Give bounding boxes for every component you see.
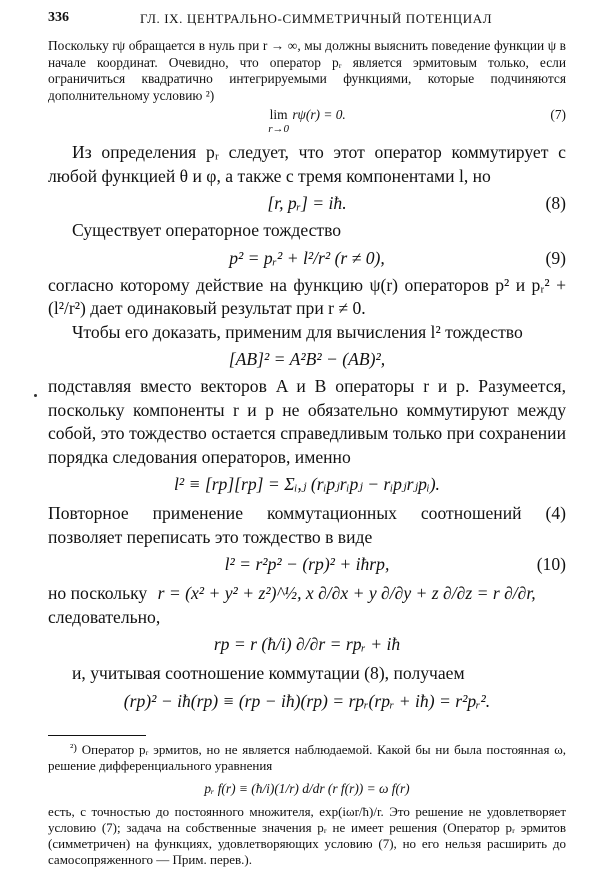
equation-9-number: (9) (545, 247, 566, 268)
equation-rp-body: rp = r (ħ/i) ∂/∂r = rpᵣ + iħ (213, 634, 401, 654)
equation-rp (48, 631, 566, 658)
equation-final-body: (rp)² − iħ(rp) ≡ (rp − iħ)(rp) = rpᵣ(rpᵣ + iħ) = r²pᵣ². (123, 690, 491, 711)
limit-subscript: r→0 (268, 123, 289, 135)
equation-l-squared-body: l² ≡ [rp][rp] = Σᵢ,ⱼ (rᵢpⱼrᵢpⱼ − rᵢpⱼrⱼpᵢ). (174, 474, 440, 494)
paragraph-substitution: подставляя вместо векторов A и B операторы r и p. Разумеется, поскольку компоненты r и p не обязательно коммутируют между собой, это тождество остается справедливым только при сохранении порядка следования операторов, именно (48, 376, 566, 467)
paragraph-identity: Существует операторное тождество (72, 220, 342, 240)
book-page (48, 8, 566, 868)
paragraph-intro: Поскольку rψ обращается в нуль при r → ∞, мы должны выяснить поведение функции ψ в начале координат. Очевидно, что оператор pᵣ является эрмитовым только, если ограничиться квадратично интегрируемыми функциями, которые подчиняются дополнительному условию ²) (48, 38, 566, 103)
page-header (48, 8, 566, 34)
line-r-formula: r = (x² + y² + z²)^½, x ∂/∂x + y ∂/∂y + z ∂/∂z = r ∂/∂r, (157, 583, 536, 603)
footnote-divider (48, 735, 146, 736)
footnote-paragraph-1 (48, 740, 566, 774)
line-r-definition (48, 582, 566, 606)
paragraph-obtain: и, учитывая соотношение коммутации (8), получаем (72, 663, 465, 683)
equation-final (48, 688, 566, 715)
running-title: ГЛ. IX. ЦЕНТРАЛЬНО-СИММЕТРИЧНЫЙ ПОТЕНЦИАЛ (140, 11, 493, 26)
equation-10 (48, 551, 566, 578)
equation-8 (48, 190, 566, 217)
footnote-equation-body: pᵣ f(r) ≡ (ħ/i)(1/r) d/dr (r f(r)) = ω f(r) (204, 780, 410, 796)
equation-7-body: rψ(r) = 0. (289, 107, 346, 122)
equation-8-body: [r, pᵣ] = iħ. (267, 193, 347, 213)
paragraph-action: согласно которому действие на функцию ψ(r) операторов p² и pᵣ² + (l²/r²) дает одинаковый результат при r ≠ 0. (48, 274, 566, 318)
equation-7-number: (7) (550, 107, 566, 122)
paragraph-commutation: Из определения pᵣ следует, что этот оператор коммутирует с любой функцией θ и φ, а также с тремя компонентами l, но (48, 142, 566, 186)
footnote-paragraph-2: есть, с точностью до постоянного множителя, exp(iωr/ħ)/r. Это решение не удовлетворяет условию (7); задача на собственные значения pᵣ не имеет решения (Оператор pᵣ эрмитов (симметричен) на функциях, удовлетворяющих условию (7), но его нельзя расширить до самосопряженного — Прим. перев.). (48, 803, 566, 867)
paragraph-consequently: следовательно, (48, 606, 161, 627)
line-r-text: но поскольку (48, 583, 148, 603)
equation-10-number: (10) (536, 554, 566, 574)
margin-speck (34, 394, 37, 397)
footnote-text-1: Оператор pᵣ эрмитов, но не является наблюдаемой. Какой бы ни была постоянная ω, решение дифференциального уравнения (48, 741, 566, 773)
footnote-equation (48, 780, 566, 798)
equation-7 (48, 106, 566, 135)
equation-ab-body: [AB]² = A²B² − (AB)², (228, 349, 386, 369)
limit-word: lim (269, 107, 288, 122)
equation-ab-identity (48, 346, 566, 373)
equation-l-squared (48, 471, 566, 498)
equation-8-number: (8) (545, 193, 566, 213)
equation-9-body: p² = pᵣ² + l²/r² (r ≠ 0), (229, 247, 385, 268)
equation-9 (48, 245, 566, 272)
paragraph-proof: Чтобы его доказать, применим для вычисления l² тождество (72, 321, 523, 342)
paragraph-repeated: Повторное применение коммутационных соотношений (4) позволяет переписать это тождество в виде (48, 503, 566, 547)
equation-10-body: l² = r²p² − (rp)² + iħrp, (224, 554, 390, 574)
limit-operator (268, 106, 289, 135)
footnote-marker: ²) (70, 741, 77, 754)
page-number: 336 (48, 10, 69, 25)
